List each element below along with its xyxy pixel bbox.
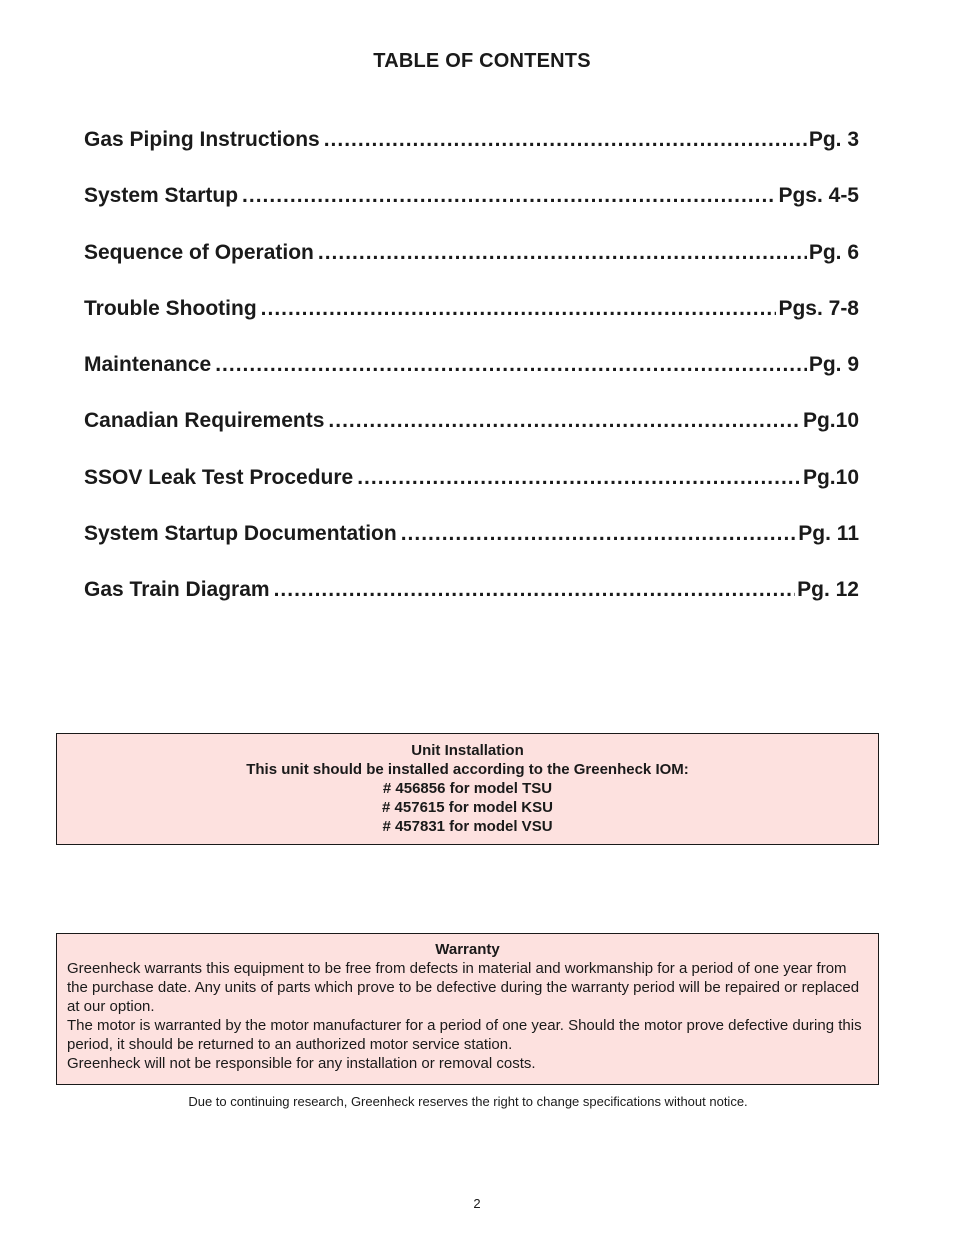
warranty-paragraph: Greenheck will not be responsible for any installation or removal costs. <box>67 1055 536 1072</box>
unit-installation-line: # 457831 for model VSU <box>382 818 553 835</box>
unit-installation-line: This unit should be installed according to the Greenheck IOM: <box>246 761 689 778</box>
dot-leader <box>328 409 801 433</box>
dot-leader <box>318 241 807 265</box>
warranty-paragraph: The motor is warranted by the motor manufacturer for a period of one year. Should the motor prove defective during this period, it should be returned to an authorized motor service station. <box>67 1017 862 1053</box>
dot-leader <box>357 466 801 490</box>
toc-entry-label: System Startup <box>84 184 239 208</box>
page-number: 2 <box>473 1196 481 1211</box>
dot-leader <box>215 353 807 377</box>
toc-entry-page: Pgs. 7-8 <box>778 296 859 320</box>
toc-entry-page: Pg. 9 <box>808 353 859 377</box>
toc-entry-label: SSOV Leak Test Procedure <box>84 465 354 489</box>
dot-leader <box>401 522 797 546</box>
dot-leader <box>274 578 796 602</box>
toc-title: TABLE OF CONTENTS <box>373 50 591 72</box>
toc-entry[interactable] <box>84 353 859 409</box>
toc-entry[interactable] <box>84 241 859 297</box>
dot-leader <box>261 297 777 321</box>
toc-entry-label: Gas Train Diagram <box>84 578 270 602</box>
unit-installation-heading: Unit Installation <box>411 742 524 759</box>
toc-entry-label: Sequence of Operation <box>84 240 314 264</box>
toc-entry-label: Trouble Shooting <box>84 296 257 320</box>
dot-leader <box>324 128 807 152</box>
toc-entry-page: Pg.10 <box>802 465 859 489</box>
toc-entry[interactable] <box>84 409 859 465</box>
toc-entry-label: Gas Piping Instructions <box>84 128 320 151</box>
toc-entry-page: Pg. 3 <box>808 128 859 151</box>
toc-entry-label: System Startup Documentation <box>84 522 397 546</box>
toc-entry-label: Maintenance <box>84 353 212 377</box>
footnote: Due to continuing research, Greenheck reserves the right to change specifications without notice. <box>188 1094 748 1109</box>
toc-entry-page: Pg. 12 <box>797 578 859 602</box>
warranty-box <box>56 933 879 1085</box>
toc-entry-label: Canadian Requirements <box>84 409 325 433</box>
toc-entry[interactable] <box>84 297 859 353</box>
toc-list <box>84 128 859 635</box>
toc-entry[interactable] <box>84 522 859 578</box>
unit-installation-line: # 456856 for model TSU <box>382 780 553 797</box>
toc-entry[interactable] <box>84 184 859 240</box>
unit-installation-line: # 457615 for model KSU <box>382 799 553 816</box>
dot-leader <box>242 184 776 208</box>
unit-installation-box <box>56 733 879 845</box>
warranty-heading: Warranty <box>435 941 500 958</box>
toc-entry[interactable] <box>84 466 859 522</box>
toc-entry-page: Pg. 11 <box>798 522 859 546</box>
warranty-paragraph: Greenheck warrants this equipment to be free from defects in material and workmanship for a period of one year from the purchase date. Any units of parts which prove to be defective during the warranty period will be repaired or replaced at our option. <box>67 960 860 1015</box>
toc-entry[interactable] <box>84 128 859 184</box>
toc-entry[interactable] <box>84 578 859 634</box>
toc-entry-page: Pg.10 <box>802 409 859 433</box>
toc-entry-page: Pg. 6 <box>808 240 859 264</box>
toc-entry-page: Pgs. 4-5 <box>778 184 859 208</box>
